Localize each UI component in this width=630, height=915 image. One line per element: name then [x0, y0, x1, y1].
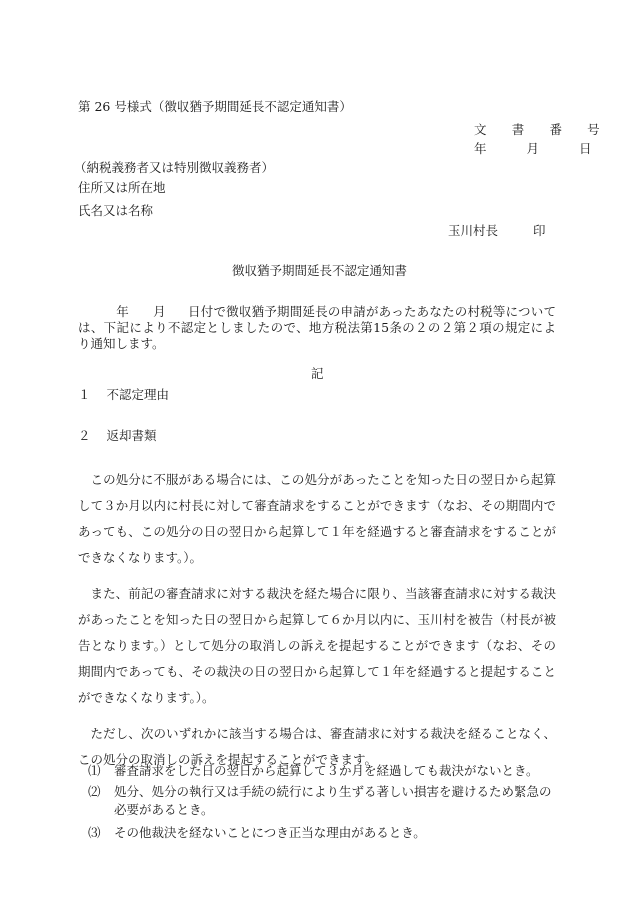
lead-text: 日付で徴収猶予期間延長の申請があったあなたの村税等については、下記により不認定としましたので、地方税法第15条の２の２第２項の規定により通知します。	[78, 304, 556, 351]
name-label: 氏名又は名称	[78, 203, 154, 218]
section-returned-documents	[78, 428, 157, 444]
lead-paragraph	[78, 304, 556, 352]
condition-text: 処分、処分の執行又は手続の続行により生ずる著しい損害を避けるため緊急の必要があるとき。	[114, 784, 552, 817]
appeal-paragraph-3: ただし、次のいずれかに該当する場合は、審査請求に対する裁決を経ることなく、この処分の取消しの訴えを提起することができます。	[78, 726, 556, 767]
condition-number: ⑶	[88, 825, 101, 840]
condition-item	[88, 783, 558, 819]
recipient-role-label: （納税義務者又は特別徴収義務者）	[74, 160, 275, 175]
section-label: 不認定理由	[106, 387, 170, 402]
condition-item	[88, 762, 558, 780]
date-line	[474, 141, 592, 157]
date-month-label: 月	[526, 141, 540, 156]
ki-heading: 記	[311, 366, 324, 381]
lead-month: 月	[152, 304, 166, 319]
date-year-label: 年	[474, 141, 487, 156]
condition-number: ⑴	[88, 763, 101, 778]
lead-year: 年	[116, 304, 129, 319]
section-number: １	[78, 387, 91, 402]
section-label: 返却書類	[106, 428, 157, 443]
appeal-paragraph-2: また、前記の審査請求に対する裁決を経た場合に限り、当該審査請求に対する裁決があったことを知った日の翌日から起算して６か月以内に、玉川村を被告（村長が被告となります。）として処分の取消しの訴えを提起することができます（なお、その期間内であっても、その裁決の日の翌日から起算して１年を経過すると提起することができなくなります。）。	[78, 586, 556, 705]
document-number-label: 文 書 番 号	[474, 122, 611, 137]
condition-number: ⑵	[88, 784, 101, 799]
condition-text: その他裁決を経ないことにつき正当な理由があるとき。	[114, 825, 426, 840]
section-reason	[78, 387, 169, 403]
appeal-paragraph-1: この処分に不服がある場合には、この処分があったことを知った日の翌日から起算して３か月以内に村長に対して審査請求をすることができます（なお、その期間内であっても、この処分の日の翌日から起算して１年を経過すると審査請求をすることができなくなります。）。	[78, 472, 556, 565]
condition-text: 審査請求をした日の翌日から起算して３か月を経過しても裁決がないとき。	[114, 763, 539, 778]
issuer-name: 玉川村長	[448, 223, 499, 238]
condition-item	[88, 824, 558, 842]
section-number: ２	[78, 428, 91, 443]
form-title: 第 26 号様式（徴収猶予期間延長不認定通知書）	[78, 99, 352, 114]
address-label: 住所又は所在地	[78, 180, 166, 195]
appeal-instructions	[78, 467, 556, 773]
notice-title: 徴収猶予期間延長不認定通知書	[232, 263, 408, 278]
date-day-label: 日	[579, 141, 592, 156]
seal-mark: 印	[533, 223, 546, 238]
